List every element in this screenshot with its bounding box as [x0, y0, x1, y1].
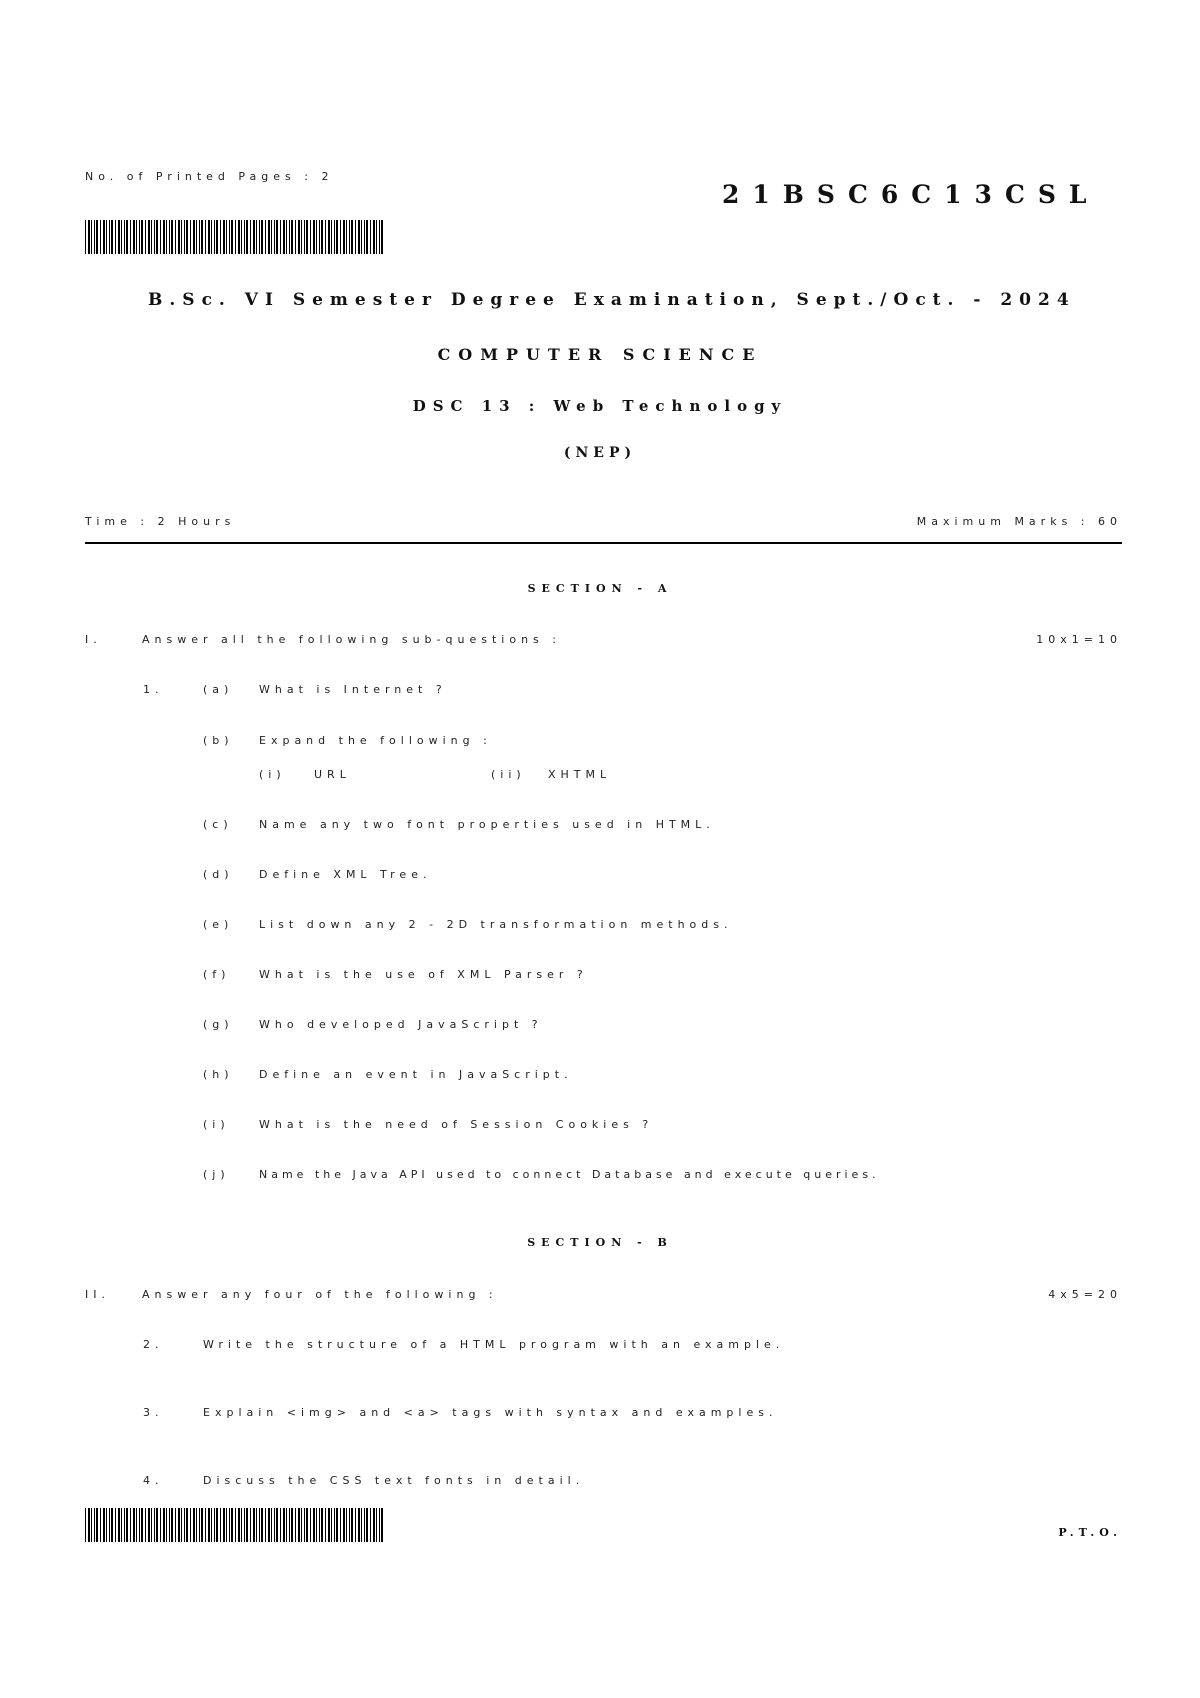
question-2-text: Write the structure of a HTML program with an example.	[203, 1338, 785, 1351]
subq-c-label: (c)	[203, 818, 233, 831]
question-4-number: 4.	[143, 1474, 164, 1487]
barcode-bottom	[85, 1508, 385, 1542]
subq-g-label: (g)	[203, 1018, 234, 1031]
subq-f-text: What is the use of XML Parser ?	[259, 968, 588, 981]
section-b-roman: II.	[85, 1288, 110, 1301]
section-b-marks: 4x5=20	[1048, 1288, 1122, 1301]
subq-e-text: List down any 2 - 2D transformation methods.	[259, 918, 733, 931]
subq-i-label: (i)	[203, 1118, 230, 1131]
paper-code: 21BSC6C13CSL	[722, 180, 1100, 209]
question-3-number: 3.	[143, 1406, 164, 1419]
subq-d-label: (d)	[203, 868, 234, 881]
subq-d-text: Define XML Tree.	[259, 868, 432, 881]
printed-pages: No. of Printed Pages : 2	[85, 170, 334, 183]
subq-c-text: Name any two font properties used in HTML.	[259, 818, 715, 831]
subject: COMPUTER SCIENCE	[437, 345, 763, 364]
section-b-heading: SECTION - B	[527, 1236, 673, 1249]
section-a-marks: 10x1=10	[1036, 633, 1122, 646]
expand-i-label: (i)	[259, 768, 286, 781]
expand-ii-label: (ii)	[491, 768, 526, 781]
subq-h-label: (h)	[203, 1068, 234, 1081]
time-allowed: Time : 2 Hours	[85, 515, 236, 528]
question-2-number: 2.	[143, 1338, 164, 1351]
section-a-roman: I.	[85, 633, 102, 646]
exam-title: B.Sc. VI Semester Degree Examination, Sept./Oct. - 2024	[148, 290, 1076, 310]
section-b-instruction: Answer any four of the following :	[142, 1288, 498, 1301]
subq-b-label: (b)	[203, 734, 234, 747]
barcode-top	[85, 220, 385, 254]
subq-i-text: What is the need of Session Cookies ?	[259, 1118, 654, 1131]
subq-b-text: Expand the following :	[259, 734, 492, 747]
subq-a-text: What is Internet ?	[259, 683, 447, 696]
subq-f-label: (f)	[203, 968, 231, 981]
expand-i-text: URL	[314, 768, 351, 781]
subq-h-text: Define an event in JavaScript.	[259, 1068, 573, 1081]
max-marks: Maximum Marks : 60	[916, 515, 1122, 528]
pto-marker: P.T.O.	[1058, 1526, 1122, 1539]
paper-name: DSC 13 : Web Technology	[412, 397, 788, 415]
subq-j-label: (j)	[203, 1168, 230, 1181]
section-a-instruction: Answer all the following sub-questions :	[142, 633, 561, 646]
question-3-text: Explain <img> and <a> tags with syntax and examples.	[203, 1406, 778, 1419]
subq-j-text: Name the Java API used to connect Database and execute queries.	[259, 1168, 880, 1181]
expand-ii-text: XHTML	[548, 768, 612, 781]
question-1-number: 1.	[143, 683, 164, 696]
subq-a-label: (a)	[203, 683, 234, 696]
subq-e-label: (e)	[203, 918, 234, 931]
scheme: (NEP)	[563, 445, 637, 461]
header-rule	[85, 542, 1122, 544]
section-a-heading: SECTION - A	[527, 582, 673, 595]
question-4-text: Discuss the CSS text fonts in detail.	[203, 1474, 585, 1487]
subq-g-text: Who developed JavaScript ?	[259, 1018, 543, 1031]
